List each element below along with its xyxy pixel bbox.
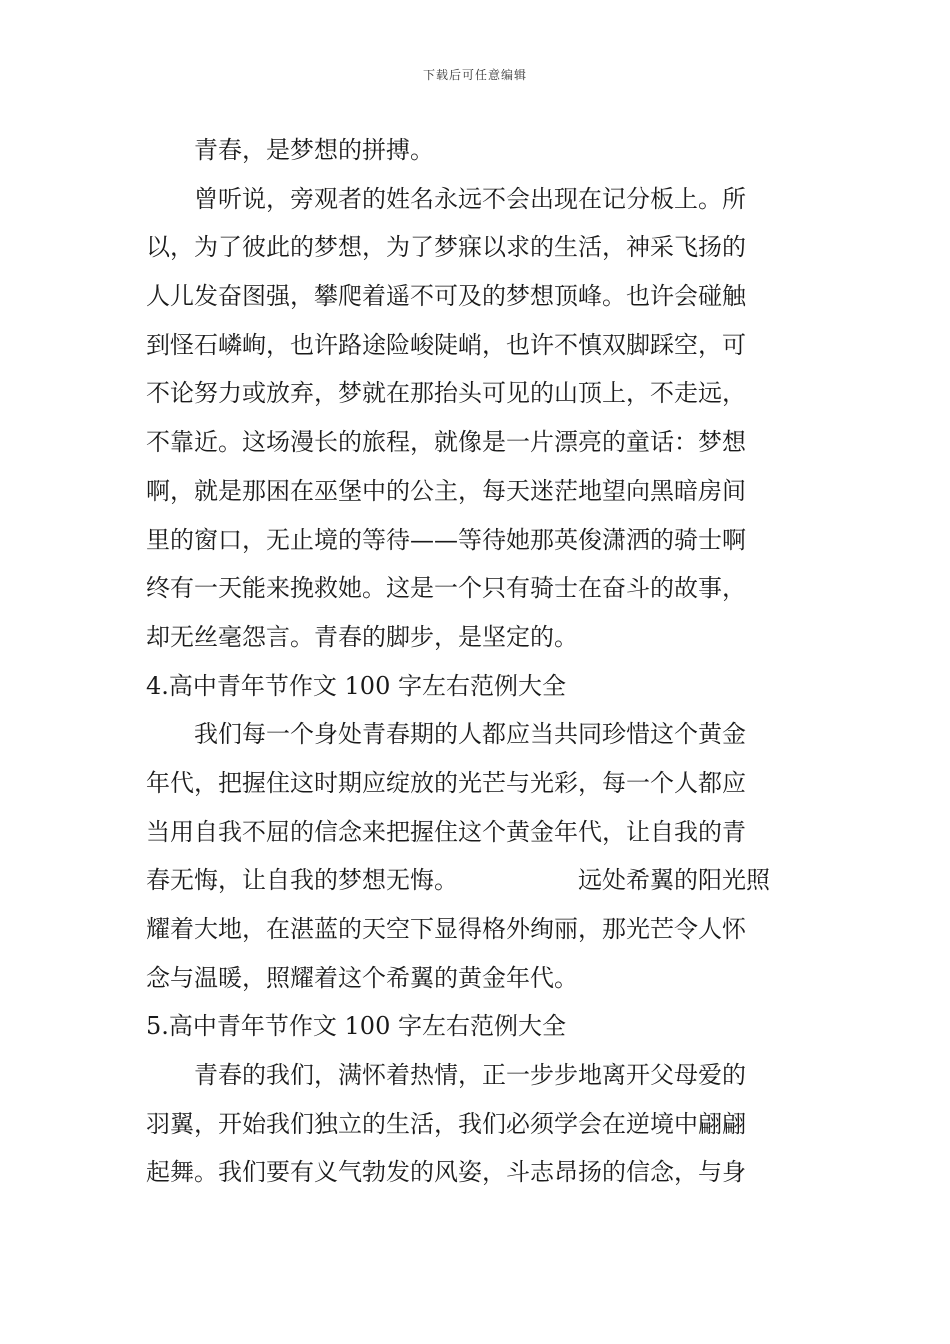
paragraph-text: 春无悔，让自我的梦想无悔。 — [146, 866, 458, 895]
paragraph-text: 远处希翼的阳光照 — [578, 866, 770, 895]
paragraph-line: 青春，是梦想的拼搏。 — [194, 136, 434, 164]
paragraph-line: 里的窗口，无止境的等待——等待她那英俊潇洒的骑士啊 — [146, 525, 746, 554]
paragraph-line: 到怪石嶙峋，也许路途险峻陡峭，也许不慎双脚踩空，可 — [146, 330, 746, 359]
paragraph-line: 啊，就是那困在巫堡中的公主，每天迷茫地望向黑暗房间 — [146, 476, 746, 505]
paragraph-line: 人儿发奋图强，攀爬着遥不可及的梦想顶峰。也许会碰触 — [146, 282, 746, 311]
paragraph-line — [146, 856, 810, 905]
section-heading: 4.高中青年节作文 100 字左右范例大全 — [146, 671, 566, 700]
section-heading: 5.高中青年节作文 100 字左右范例大全 — [146, 1012, 566, 1041]
paragraph-line: 青春的我们，满怀着热情，正一步步地离开父母爱的 — [194, 1061, 746, 1090]
paragraph-line: 起舞。我们要有义气勃发的风姿，斗志昂扬的信念，与身 — [146, 1158, 746, 1187]
paragraph-line: 不论努力或放弃，梦就在那抬头可见的山顶上，不走远， — [146, 379, 746, 408]
paragraph-line: 念与温暖，照耀着这个希翼的黄金年代。 — [146, 963, 578, 992]
paragraph-line: 不靠近。这场漫长的旅程，就像是一片漂亮的童话：梦想 — [146, 428, 746, 457]
paragraph-line: 以，为了彼此的梦想，为了梦寐以求的生活，神采飞扬的 — [146, 233, 746, 262]
paragraph-line: 年代，把握住这时期应绽放的光芒与光彩，每一个人都应 — [146, 768, 746, 797]
paragraph-line: 当用自我不屈的信念来把握住这个黄金年代，让自我的青 — [146, 817, 746, 846]
paragraph-line: 终有一天能来挽救她。这是一个只有骑士在奋斗的故事， — [146, 574, 746, 603]
page-header-note: 下载后可任意编辑 — [422, 68, 527, 82]
paragraph-line: 曾听说，旁观者的姓名永远不会出现在记分板上。所 — [194, 184, 746, 213]
paragraph-line: 羽翼，开始我们独立的生活，我们必须学会在逆境中翩翩 — [146, 1109, 746, 1138]
paragraph-line: 却无丝毫怨言。青春的脚步，是坚定的。 — [146, 622, 578, 651]
document-body — [146, 126, 810, 1197]
paragraph-line: 我们每一个身处青春期的人都应当共同珍惜这个黄金 — [194, 720, 746, 749]
paragraph-line: 耀着大地，在湛蓝的天空下显得格外绚丽，那光芒令人怀 — [146, 915, 746, 943]
